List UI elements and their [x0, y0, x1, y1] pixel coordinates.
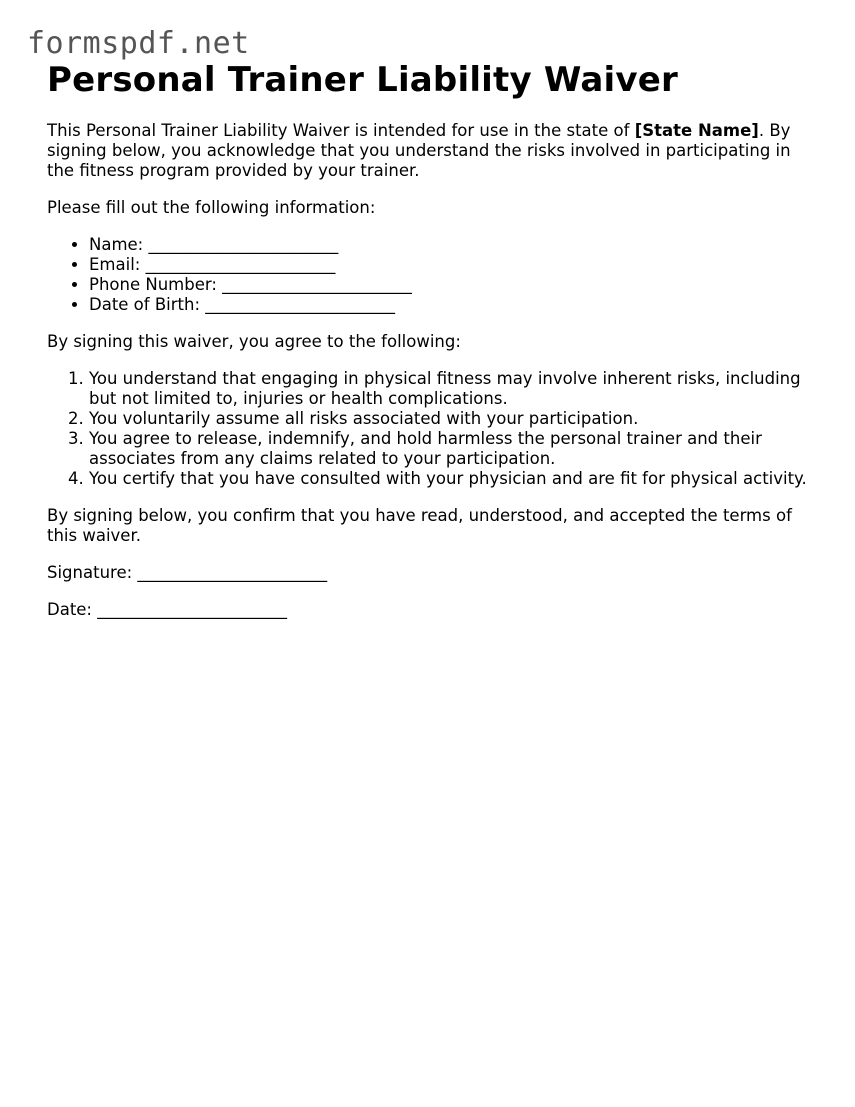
field-label: Name: — [89, 235, 149, 254]
agree-prompt: By signing this waiver, you agree to the following: — [47, 332, 461, 351]
intro-text-after: . By signing below, you acknowledge that you understand the risks involved in participating in the fitness program provided by your trainer. — [47, 121, 791, 180]
date-blank-line[interactable]: _______________________ — [97, 600, 287, 619]
term-item: 1. You understand that engaging in physical fitness may involve inherent risks, including but not limited to, injuries or health complications. — [89, 369, 817, 409]
field-name — [89, 235, 817, 255]
field-dob — [89, 295, 817, 315]
phone-blank-line[interactable]: _______________________ — [222, 275, 412, 294]
name-blank-line[interactable]: _______________________ — [148, 235, 339, 254]
field-label: Date of Birth: — [89, 295, 206, 314]
dob-blank-line[interactable]: _______________________ — [205, 295, 395, 314]
email-blank-line[interactable]: _______________________ — [145, 255, 336, 274]
document-body — [47, 58, 817, 637]
term-item: 4. You certify that you have consulted with your physician and are fit for physical activity. — [89, 469, 817, 489]
date-label: Date: — [47, 600, 98, 619]
intro-text-before: This Personal Trainer Liability Waiver is intended for use in the state of — [47, 121, 635, 140]
term-item: 3. You agree to release, indemnify, and hold harmless the personal trainer and their associates from any claims related to your participation. — [89, 429, 817, 469]
date-row — [47, 600, 817, 620]
page-title: Personal Trainer Liability Waiver — [47, 60, 678, 100]
state-name-placeholder: [State Name] — [634, 121, 759, 140]
watermark-logo: formspdf.net — [27, 26, 250, 61]
signature-blank-line[interactable]: _______________________ — [137, 563, 328, 582]
terms-list — [47, 369, 817, 489]
signature-label: Signature: — [47, 563, 138, 582]
term-item: 2. You voluntarily assume all risks associated with your participation. — [89, 409, 817, 429]
signature-row — [47, 563, 817, 583]
fill-prompt: Please fill out the following information: — [47, 198, 376, 217]
intro-paragraph — [47, 121, 817, 181]
info-field-list — [47, 235, 817, 315]
field-email — [89, 255, 817, 275]
field-label: Phone Number: — [89, 275, 223, 294]
field-label: Email: — [89, 255, 146, 274]
field-phone — [89, 275, 817, 295]
confirmation-paragraph: By signing below, you confirm that you have read, understood, and accepted the terms of this waiver. — [47, 506, 792, 545]
